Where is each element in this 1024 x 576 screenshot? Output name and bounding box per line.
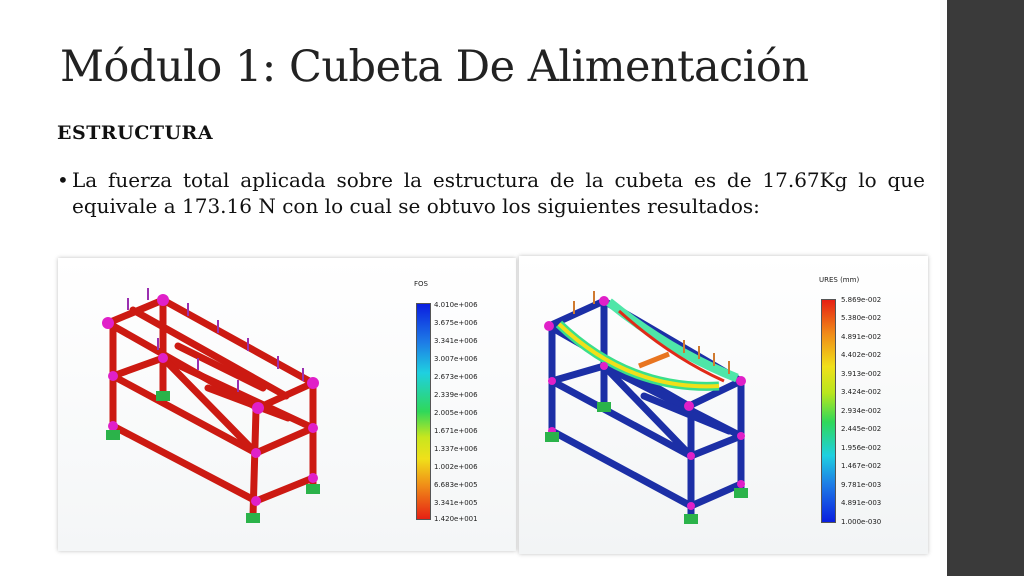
- fos-legend-colorbar: [416, 303, 431, 520]
- bullet-item: [57, 167, 925, 219]
- ures-simulation-image: [519, 256, 928, 554]
- fos-legend-label: 1.671e+006: [434, 427, 478, 435]
- fos-legend-label: 3.341e+006: [434, 337, 478, 345]
- section-heading: ESTRUCTURA: [57, 122, 214, 144]
- ures-legend-colorbar: [821, 299, 836, 523]
- ures-legend-label: 3.913e-002: [841, 370, 882, 378]
- fos-legend-label: 1.337e+006: [434, 445, 478, 453]
- fos-legend-label: 3.675e+006: [434, 319, 478, 327]
- ures-legend-label: 5.869e-002: [841, 296, 882, 304]
- fos-legend-title: FOS: [414, 280, 428, 288]
- ures-legend-label: 1.956e-002: [841, 444, 882, 452]
- slide-title: Módulo 1: Cubeta De Alimentación: [60, 42, 809, 92]
- fos-legend-label: 2.339e+006: [434, 391, 478, 399]
- ures-legend-label: 4.891e-002: [841, 333, 882, 341]
- fos-legend-label: 1.002e+006: [434, 463, 478, 471]
- ures-legend-label: 2.934e-002: [841, 407, 882, 415]
- ures-legend-label: 9.781e-003: [841, 481, 882, 489]
- slide-side-bar: [947, 0, 1024, 576]
- bullet-dot: •: [57, 168, 69, 192]
- ures-legend-label: 2.445e-002: [841, 425, 882, 433]
- ures-legend-label: 3.424e-002: [841, 388, 882, 396]
- bullet-text: La fuerza total aplicada sobre la estructura de la cubeta es de 17.67Kg lo que equivale a 173.16 N con lo cual se obtuvo los siguientes resultados:: [72, 168, 925, 218]
- ures-legend-label: 4.402e-002: [841, 351, 882, 359]
- fos-legend-label: 2.673e+006: [434, 373, 478, 381]
- fos-legend-label: 3.341e+005: [434, 499, 478, 507]
- fos-simulation-image: [58, 258, 516, 551]
- ures-legend-label: 5.380e-002: [841, 314, 882, 322]
- ures-legend-title: URES (mm): [819, 276, 860, 284]
- fos-legend-label: 1.420e+001: [434, 515, 478, 523]
- ures-legend-label: 1.000e-030: [841, 518, 882, 526]
- fos-legend-label: 6.683e+005: [434, 481, 478, 489]
- fos-legend-label: 4.010e+006: [434, 301, 478, 309]
- ures-legend-label: 1.467e-002: [841, 462, 882, 470]
- fos-legend-label: 3.007e+006: [434, 355, 478, 363]
- ures-legend-label: 4.891e-003: [841, 499, 882, 507]
- fos-legend-label: 2.005e+006: [434, 409, 478, 417]
